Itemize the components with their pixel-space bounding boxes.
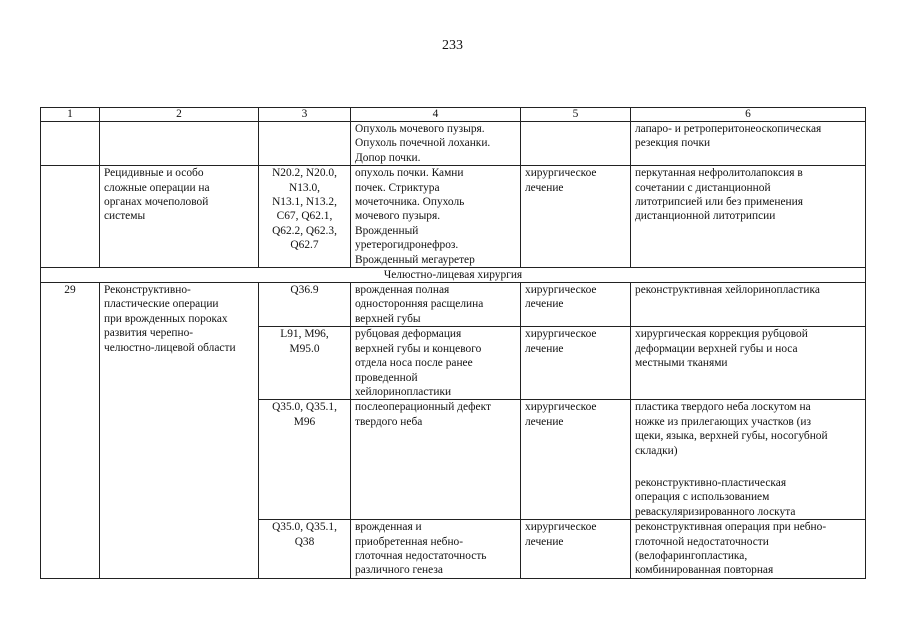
diagnosis-cell: Опухоль мочевого пузыря. Опухоль почечной лоханки. Допор почки. (351, 122, 521, 166)
diagnosis-cell: опухоль почки. Камни почек. Стриктура мочеточника. Опухоль мочевого пузыря. Врожденный уретерогидронефроз. Врожденный мегауретер (351, 166, 521, 268)
column-header: 6 (631, 108, 866, 122)
treatment-method-cell: лапаро- и ретроперитонеоскопическая резекция почки (631, 122, 866, 166)
treatment-type-cell: хирургическое лечение (521, 327, 631, 400)
column-header: 1 (41, 108, 100, 122)
treatment-type-cell: хирургическое лечение (521, 400, 631, 520)
procedure-group-cell: Реконструктивно- пластические операции при врожденных пороках развития черепно- челюстно-лицевой области (100, 283, 259, 579)
diagnosis-cell: послеоперационный дефект твердого неба (351, 400, 521, 520)
treatment-method-cell: хирургическая коррекция рубцовой деформации верхней губы и носа местными тканями (631, 327, 866, 400)
medical-procedures-table (40, 107, 866, 579)
procedure-group-cell (100, 122, 259, 166)
column-header: 5 (521, 108, 631, 122)
treatment-method-text: пластика твердого неба лоскутом на ножке из прилегающих участков (из щеки, языка, верхней губы, носогубной складки) (635, 401, 828, 457)
treatment-method-cell: реконструктивная операция при небно- глоточной недостаточности (велофарингопластика, комбинированная повторная (631, 520, 866, 579)
diagnosis-cell: рубцовая деформация верхней губы и концевого отдела носа после ранее проведенной хейлоринопластики (351, 327, 521, 400)
treatment-method-cell (631, 400, 866, 520)
treatment-method-cell: реконструктивная хейлоринопластика (631, 283, 866, 327)
treatment-type-cell: хирургическое лечение (521, 283, 631, 327)
table-row (41, 122, 866, 166)
icd-codes-cell (259, 122, 351, 166)
table-row (41, 283, 866, 327)
table-row (41, 166, 866, 268)
diagnosis-cell: врожденная полная односторонняя расщелина верхней губы (351, 283, 521, 327)
icd-codes-cell: Q35.0, Q35.1, Q38 (259, 520, 351, 579)
column-number-header-row (41, 108, 866, 122)
column-header: 3 (259, 108, 351, 122)
row-number-cell (41, 122, 100, 166)
treatment-type-cell: хирургическое лечение (521, 520, 631, 579)
column-header: 4 (351, 108, 521, 122)
paragraph-spacer (635, 458, 861, 476)
procedure-group-cell: Рецидивные и особо сложные операции на органах мочеполовой системы (100, 166, 259, 268)
treatment-method-cell: перкутанная нефролитолапоксия в сочетании с дистанционной литотрипсией или без применения дистанционной литотрипсии (631, 166, 866, 268)
icd-codes-cell: L91, M96, M95.0 (259, 327, 351, 400)
treatment-type-cell (521, 122, 631, 166)
row-number-cell (41, 166, 100, 268)
section-title: Челюстно-лицевая хирургия (41, 268, 866, 283)
treatment-method-alternative: реконструктивно-пластическая операция с использованием реваскуляризированного лоскута (635, 476, 796, 518)
page-number: 233 (442, 38, 463, 53)
row-number-cell: 29 (41, 283, 100, 579)
icd-codes-cell: Q35.0, Q35.1, M96 (259, 400, 351, 520)
icd-codes-cell: Q36.9 (259, 283, 351, 327)
section-header-row (41, 268, 866, 283)
treatment-type-cell: хирургическое лечение (521, 166, 631, 268)
column-header: 2 (100, 108, 259, 122)
icd-codes-cell: N20.2, N20.0, N13.0, N13.1, N13.2, C67, Q62.1, Q62.2, Q62.3, Q62.7 (259, 166, 351, 268)
diagnosis-cell: врожденная и приобретенная небно- глоточная недостаточность различного генеза (351, 520, 521, 579)
